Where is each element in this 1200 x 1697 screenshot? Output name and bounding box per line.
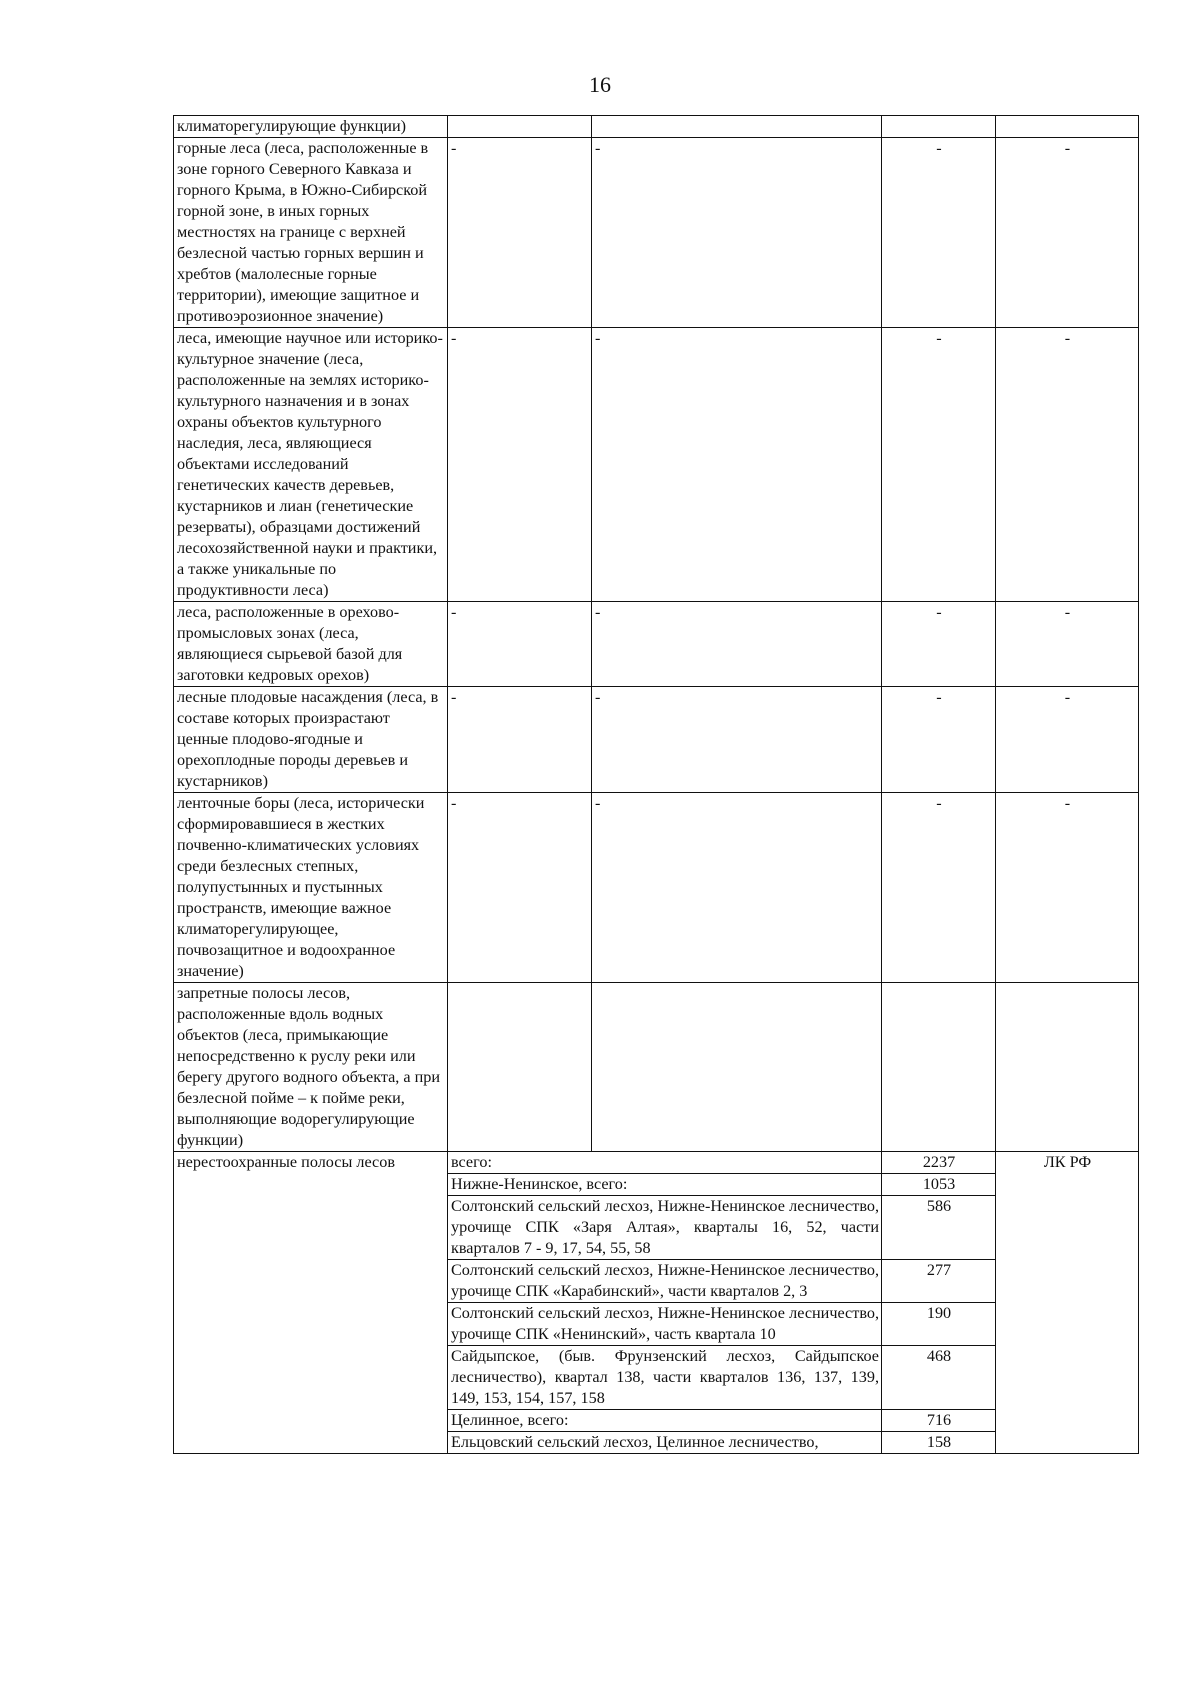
- cell: [448, 983, 592, 1152]
- location-cell: Нижне-Ненинское, всего:: [448, 1174, 882, 1196]
- table-row: [174, 116, 1139, 138]
- cell: [882, 116, 996, 138]
- cell: -: [448, 602, 592, 687]
- cell: [592, 983, 882, 1152]
- cell: -: [448, 138, 592, 328]
- cell: [882, 983, 996, 1152]
- location-cell: Ельцовский сельский лесхоз, Целинное лесничество,: [448, 1432, 882, 1454]
- cell: [448, 116, 592, 138]
- category-cell: леса, расположенные в орехово-промысловых зонах (леса, являющиеся сырьевой базой для заготовки кедровых орехов): [174, 602, 448, 687]
- table-row: [174, 983, 1139, 1152]
- cell: -: [996, 138, 1139, 328]
- category-cell: нерестоохранные полосы лесов: [174, 1152, 448, 1454]
- cell: -: [996, 328, 1139, 602]
- page-number: 16: [589, 72, 611, 97]
- cell: [996, 116, 1139, 138]
- cell: -: [592, 138, 882, 328]
- cell: -: [882, 793, 996, 983]
- cell: -: [592, 602, 882, 687]
- location-cell: Солтонский сельский лесхоз, Нижне-Ненинское лесничество, урочище СПК «Заря Алтая», кварталы 16, 52, части кварталов 7 - 9, 17, 54, 55, 58: [448, 1196, 882, 1260]
- cell: -: [592, 687, 882, 793]
- cell: -: [996, 602, 1139, 687]
- cell: -: [592, 793, 882, 983]
- area-cell: 1053: [882, 1174, 996, 1196]
- cell: -: [882, 328, 996, 602]
- cell: -: [996, 793, 1139, 983]
- category-cell: климаторегулирующие функции): [174, 116, 448, 138]
- cell: -: [592, 328, 882, 602]
- location-cell: Целинное, всего:: [448, 1410, 882, 1432]
- cell: [996, 983, 1139, 1152]
- table-row: [174, 1152, 1139, 1174]
- cell: -: [448, 328, 592, 602]
- table-row: [174, 687, 1139, 793]
- location-cell: Солтонский сельский лесхоз, Нижне-Ненинское лесничество, урочище СПК «Ненинский», часть квартала 10: [448, 1303, 882, 1346]
- table-row: [174, 793, 1139, 983]
- forest-protection-table: [173, 115, 1139, 1454]
- cell: -: [882, 138, 996, 328]
- area-cell: 586: [882, 1196, 996, 1260]
- area-cell: 468: [882, 1346, 996, 1410]
- category-cell: ленточные боры (леса, исторически сформировавшиеся в жестких почвенно-климатических условиях среди безлесных степных, полупустынных и пустынных пространств, имеющие важное климаторегулирующее, почвозащитное и водоохранное значение): [174, 793, 448, 983]
- location-cell: всего:: [448, 1152, 882, 1174]
- location-cell: Солтонский сельский лесхоз, Нижне-Ненинское лесничество, урочище СПК «Карабинский», части кварталов 2, 3: [448, 1260, 882, 1303]
- area-cell: 716: [882, 1410, 996, 1432]
- category-cell: запретные полосы лесов, расположенные вдоль водных объектов (леса, примыкающие непосредственно к руслу реки или берегу другого водного объекта, а при безлесной пойме – к пойме реки, выполняющие водорегулирующие функции): [174, 983, 448, 1152]
- area-cell: 190: [882, 1303, 996, 1346]
- cell: -: [996, 687, 1139, 793]
- category-cell: горные леса (леса, расположенные в зоне горного Северного Кавказа и горного Крыма, в Южно-Сибирской горной зоне, в иных горных местностях на границе с верхней безлесной частью горных вершин и хребтов (малолесные горные территории), имеющие защитное и противоэрозионное значение): [174, 138, 448, 328]
- location-cell: Сайдыпское, (быв. Фрунзенский лесхоз, Сайдыпское лесничество), квартал 138, части кварталов 136, 137, 139, 149, 153, 154, 157, 158: [448, 1346, 882, 1410]
- table-row: [174, 328, 1139, 602]
- table-row: [174, 138, 1139, 328]
- cell: -: [448, 687, 592, 793]
- area-cell: 277: [882, 1260, 996, 1303]
- area-cell: 2237: [882, 1152, 996, 1174]
- cell: [592, 116, 882, 138]
- category-cell: леса, имеющие научное или историко-культурное значение (леса, расположенные на землях историко-культурного назначения и в зонах охраны объектов культурного наследия, леса, являющиеся объектами исследований генетических качеств деревьев, кустарников и лиан (генетические резерваты), образцами достижений лесохозяйственной науки и практики, а также уникальные по продуктивности леса): [174, 328, 448, 602]
- cell: -: [448, 793, 592, 983]
- table-row: [174, 602, 1139, 687]
- area-cell: 158: [882, 1432, 996, 1454]
- cell: -: [882, 687, 996, 793]
- category-cell: лесные плодовые насаждения (леса, в составе которых произрастают ценные плодово-ягодные и орехоплодные породы деревьев и кустарников): [174, 687, 448, 793]
- cell: -: [882, 602, 996, 687]
- legal-basis-cell: ЛК РФ: [996, 1152, 1139, 1454]
